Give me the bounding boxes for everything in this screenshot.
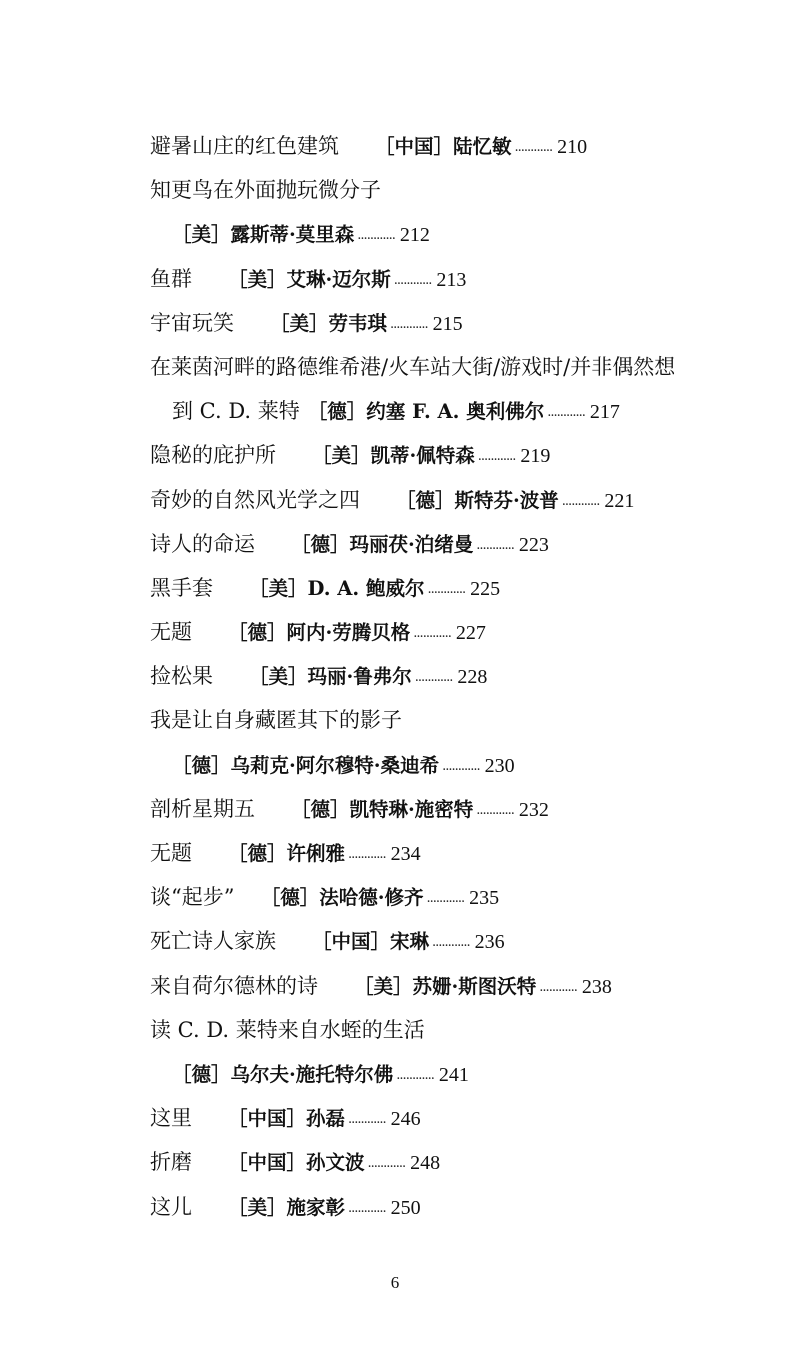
entry-page: 248 <box>410 1152 441 1175</box>
entry-title: 剖析星期五 <box>150 796 255 821</box>
entry-title: 来自荷尔德林的诗 <box>150 973 318 998</box>
entry-author: ［德］法哈德·修齐 <box>270 886 424 910</box>
entry-author: ［中国］陆忆敏 <box>375 135 512 158</box>
entry-title: 诗人的命运 <box>150 531 255 556</box>
entry-page: 213 <box>436 268 467 291</box>
leader-dots: ............ <box>514 140 553 155</box>
entry-page: 232 <box>518 798 549 821</box>
leader-dots: ............ <box>367 1156 406 1172</box>
entry-title: 鱼群 <box>150 266 192 291</box>
entry-title: 读 C. D. 莱特来自水蛭的生活 <box>150 1017 425 1042</box>
toc-entry <box>150 919 750 963</box>
entry-title: 黑手套 <box>150 575 213 600</box>
entry-page: 234 <box>390 843 421 865</box>
entry-title: 宇宙玩笑 <box>150 310 234 335</box>
entry-author: ［美］D. A. 鲍威尔 <box>249 576 425 600</box>
page-number: 6 <box>390 1273 400 1292</box>
entry-page: 228 <box>457 666 488 689</box>
toc-entry <box>150 566 750 610</box>
entry-title: 避暑山庄的红色建筑 <box>150 134 339 158</box>
leader-dots: ............ <box>393 272 432 288</box>
entry-title: 这里 <box>150 1106 192 1131</box>
leader-dots: ............ <box>413 626 451 642</box>
toc-entry <box>150 831 750 875</box>
entry-page: 238 <box>581 975 612 998</box>
entry-author: ［德］许俐雅 <box>228 842 346 865</box>
leader-dots: ............ <box>357 228 395 244</box>
entry-author: ［德］乌莉克·阿尔穆特·桑迪希 <box>172 753 440 777</box>
entry-author: ［美］施家彰 <box>228 1195 346 1219</box>
table-of-contents <box>150 124 750 1229</box>
toc-entry <box>150 301 750 345</box>
entry-title: 谈“起步” <box>150 885 235 910</box>
toc-entry <box>150 478 750 522</box>
toc-entry <box>150 345 750 389</box>
entry-page: 236 <box>474 931 505 954</box>
leader-dots: ............ <box>432 935 470 951</box>
toc-entry <box>150 610 750 654</box>
entry-page: 227 <box>455 622 486 645</box>
leader-dots: ............ <box>539 979 577 995</box>
entry-page: 230 <box>484 754 515 777</box>
entry-title: 无题 <box>150 620 192 645</box>
entry-author: ［德］约塞 F. A. 奥利佛尔 <box>307 400 545 424</box>
entry-author: ［德］斯特芬·波普 <box>396 488 559 512</box>
toc-entry <box>150 1140 750 1184</box>
entry-page: 225 <box>470 577 501 600</box>
toc-entry-continuation <box>150 743 750 787</box>
entry-author: ［德］玛丽茯·泊绪曼 <box>291 532 474 556</box>
entry-page: 250 <box>390 1196 421 1219</box>
leader-dots: ............ <box>476 537 514 553</box>
toc-entry <box>150 1096 750 1140</box>
toc-entry <box>150 433 750 477</box>
entry-title: 在莱茵河畔的路德维希港/火车站大街/游戏时/并非偶然想 <box>150 354 676 379</box>
entry-title: 捡松果 <box>150 664 213 689</box>
toc-entry <box>150 257 750 301</box>
leader-dots: ............ <box>561 493 600 509</box>
entry-title: 这儿 <box>150 1194 192 1219</box>
entry-author: ［美］凯蒂·佩特森 <box>312 444 475 468</box>
toc-entry <box>150 787 750 831</box>
entry-author: ［中国］宋琳 <box>312 930 430 954</box>
entry-page: 246 <box>390 1108 421 1131</box>
leader-dots: ............ <box>348 847 386 862</box>
toc-entry-continuation <box>150 212 750 256</box>
toc-entry-continuation <box>150 1052 750 1096</box>
entry-author: ［美］艾琳·迈尔斯 <box>228 267 391 291</box>
leader-dots: ............ <box>442 758 480 774</box>
entry-title: 我是让自身藏匿其下的影子 <box>150 708 402 733</box>
entry-author: ［中国］孙磊 <box>228 1107 346 1131</box>
leader-dots: ............ <box>414 670 453 686</box>
toc-entry <box>150 654 750 698</box>
entry-title-continuation: 到 C. D. 莱特 <box>172 399 300 424</box>
entry-page: 210 <box>557 136 588 158</box>
leader-dots: ............ <box>426 891 465 907</box>
entry-page: 241 <box>438 1063 469 1086</box>
toc-entry <box>150 698 750 742</box>
toc-entry <box>150 1008 750 1052</box>
entry-page: 215 <box>432 312 463 335</box>
toc-entry <box>150 875 750 919</box>
entry-author: ［美］苏姗·斯图沃特 <box>354 974 537 998</box>
leader-dots: ............ <box>427 581 466 597</box>
leader-dots: ............ <box>396 1067 434 1083</box>
entry-title: 无题 <box>150 841 192 865</box>
entry-author: ［德］乌尔夫·施托特尔佛 <box>172 1062 394 1086</box>
leader-dots: ............ <box>547 405 585 421</box>
entry-author: ［中国］孙文波 <box>228 1151 365 1175</box>
entry-title: 奇妙的自然风光学之四 <box>150 487 360 512</box>
entry-page: 223 <box>518 533 549 556</box>
entry-page: 212 <box>399 224 430 247</box>
entry-author: ［德］凯特琳·施密特 <box>291 797 474 821</box>
entry-title: 知更鸟在外面抛玩微分子 <box>150 178 381 203</box>
toc-entry <box>150 124 750 168</box>
toc-entry <box>150 1185 750 1229</box>
entry-page: 221 <box>604 489 635 512</box>
entry-page: 217 <box>589 401 620 424</box>
leader-dots: ............ <box>390 316 428 332</box>
entry-page: 235 <box>469 887 500 910</box>
toc-entry <box>150 964 750 1008</box>
entry-author: ［美］玛丽·鲁弗尔 <box>249 665 412 689</box>
leader-dots: ............ <box>348 1200 386 1216</box>
entry-title: 死亡诗人家族 <box>150 929 276 954</box>
entry-title: 折磨 <box>150 1150 192 1175</box>
entry-author: ［美］劳韦琪 <box>270 311 388 335</box>
toc-entry <box>150 168 750 212</box>
leader-dots: ............ <box>348 1112 386 1128</box>
leader-dots: ............ <box>477 449 516 465</box>
entry-page: 219 <box>520 445 551 468</box>
leader-dots: ............ <box>476 802 514 818</box>
toc-entry-continuation <box>150 389 750 433</box>
entry-author: ［德］阿内·劳腾贝格 <box>228 621 411 645</box>
toc-entry <box>150 522 750 566</box>
entry-author: ［美］露斯蒂·莫里森 <box>172 223 355 247</box>
entry-title: 隐秘的庇护所 <box>150 443 276 468</box>
